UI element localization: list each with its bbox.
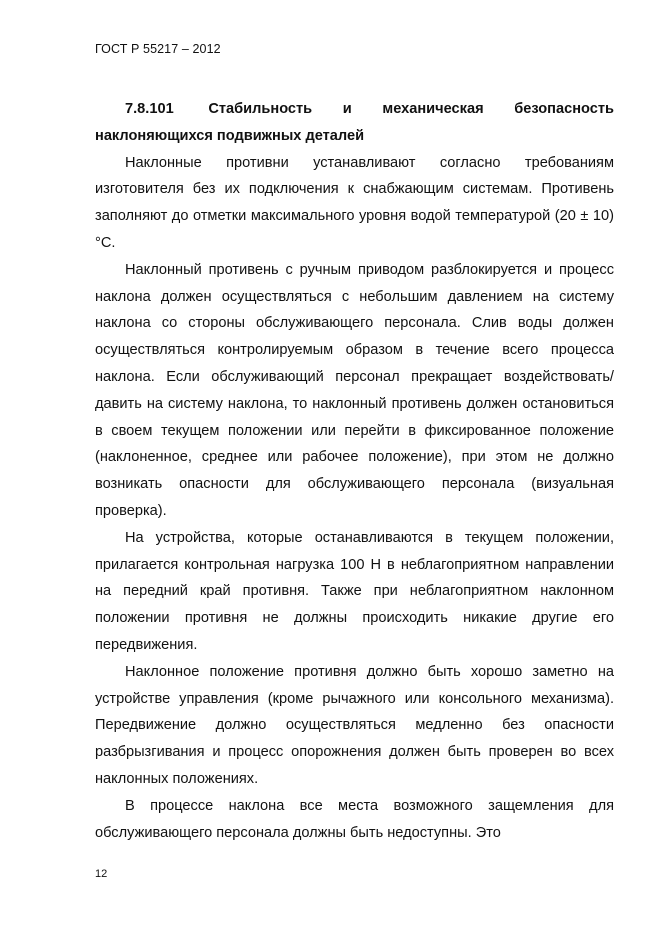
paragraph-5: В процессе наклона все места возможного защемления для обслуживающего персонала должны быть недоступны. Это [95,797,614,841]
document-body [95,96,614,846]
paragraph-2: Наклонный противень с ручным приводом разблокируется и процесс наклона должен осуществляться с небольшим давлением на систему наклона со стороны обслуживающего персонала. Слив воды должен осуществляться контролируемым образом в течение всего процесса наклона. Если обслуживающий персонал прекращает воздействовать/давить на систему наклона, то наклонный противень должен остановиться в своем текущем положении или перейти в фиксированное положение (наклоненное, среднее или рабочее положение), при этом не должно возникать опасности для обслуживающего персонала (визуальная проверка). [95,261,614,519]
section-heading [95,96,614,150]
page-number: 12 [95,868,108,880]
section-title: Стабильность и механическая безопасность наклоняющихся подвижных деталей [95,101,614,144]
paragraph-4: Наклонное положение противня должно быть хорошо заметно на устройстве управления (кроме рычажного или консольного механизма). Передвижение должно осуществляться медленно без опасности разбрызгивания и процесс опорожнения должен быть проверен во всех наклонных положениях. [95,663,614,787]
section-number: 7.8.101 [125,101,174,117]
paragraph-3: На устройства, которые останавливаются в текущем положении, прилагается контрольная нагрузка 100 Н в неблагоприятном направлении на передний край противня. Также при неблагоприятном наклонном положении противня не должны происходить никакие другие его передвижения. [95,529,614,653]
paragraph-1: Наклонные противни устанавливают согласно требованиям изготовителя без их подключения к снабжающим системам. Противень заполняют до отметки максимального уровня водой температурой (20 ± 10) °С. [95,154,614,251]
document-header: ГОСТ Р 55217 – 2012 [95,42,221,56]
